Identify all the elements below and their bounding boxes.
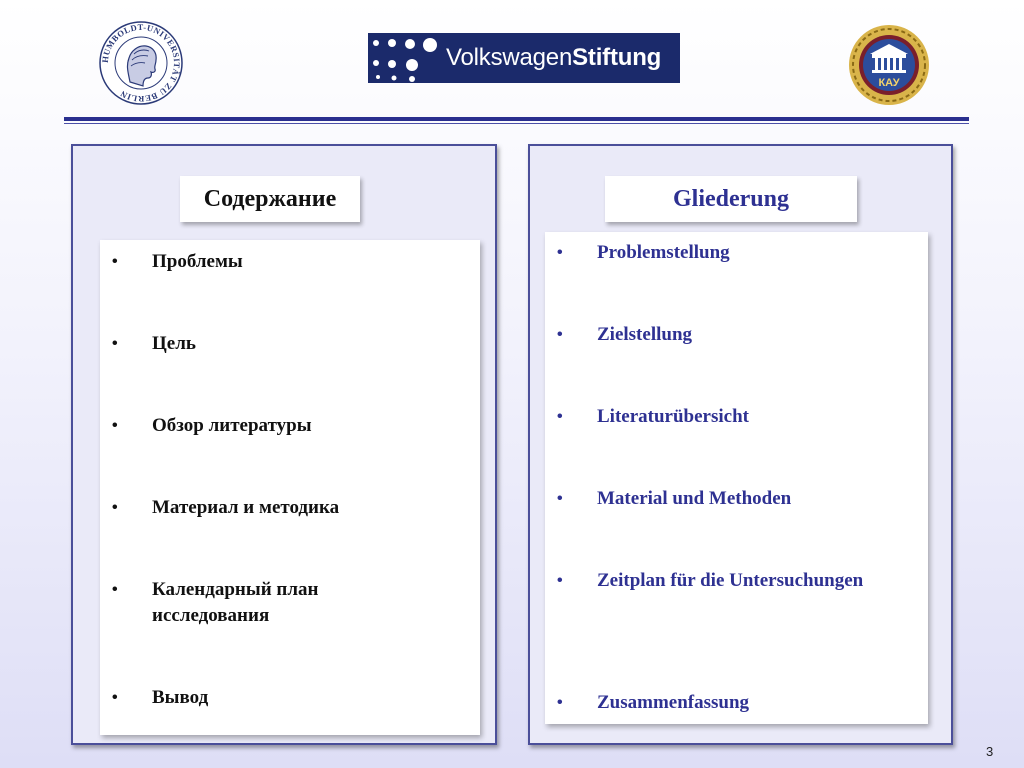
dot-pattern-icon [368,33,442,83]
slide-number: 3 [986,744,994,759]
contents-title-german: Gliederung [605,176,857,222]
svg-text:HUMBOLDT-UNIVERSITÄT ZU BERLIN: HUMBOLDT-UNIVERSITÄT ZU BERLIN [99,21,183,105]
contents-list-german: • Problemstellung • Zielstellung • Literaturübersicht • Material und Methoden • Zeitplan für die Untersuchungen • Zusammenfassung [545,232,928,724]
header-divider [64,117,969,121]
kau-university-emblem-logo [848,24,930,106]
svg-text:КАУ: КАУ [878,77,900,89]
humboldt-university-seal-logo [98,20,184,106]
volkswagenstiftung-logo [368,33,680,83]
volkswagenstiftung-wordmark: VolkswagenStiftung [446,44,662,71]
header-divider-thin [64,123,969,124]
contents-list-russian: • Проблемы • Цель • Обзор литературы • Материал и методика • Календарный план исследования • Вывод [100,240,480,735]
contents-title-russian: Содержание [180,176,360,222]
